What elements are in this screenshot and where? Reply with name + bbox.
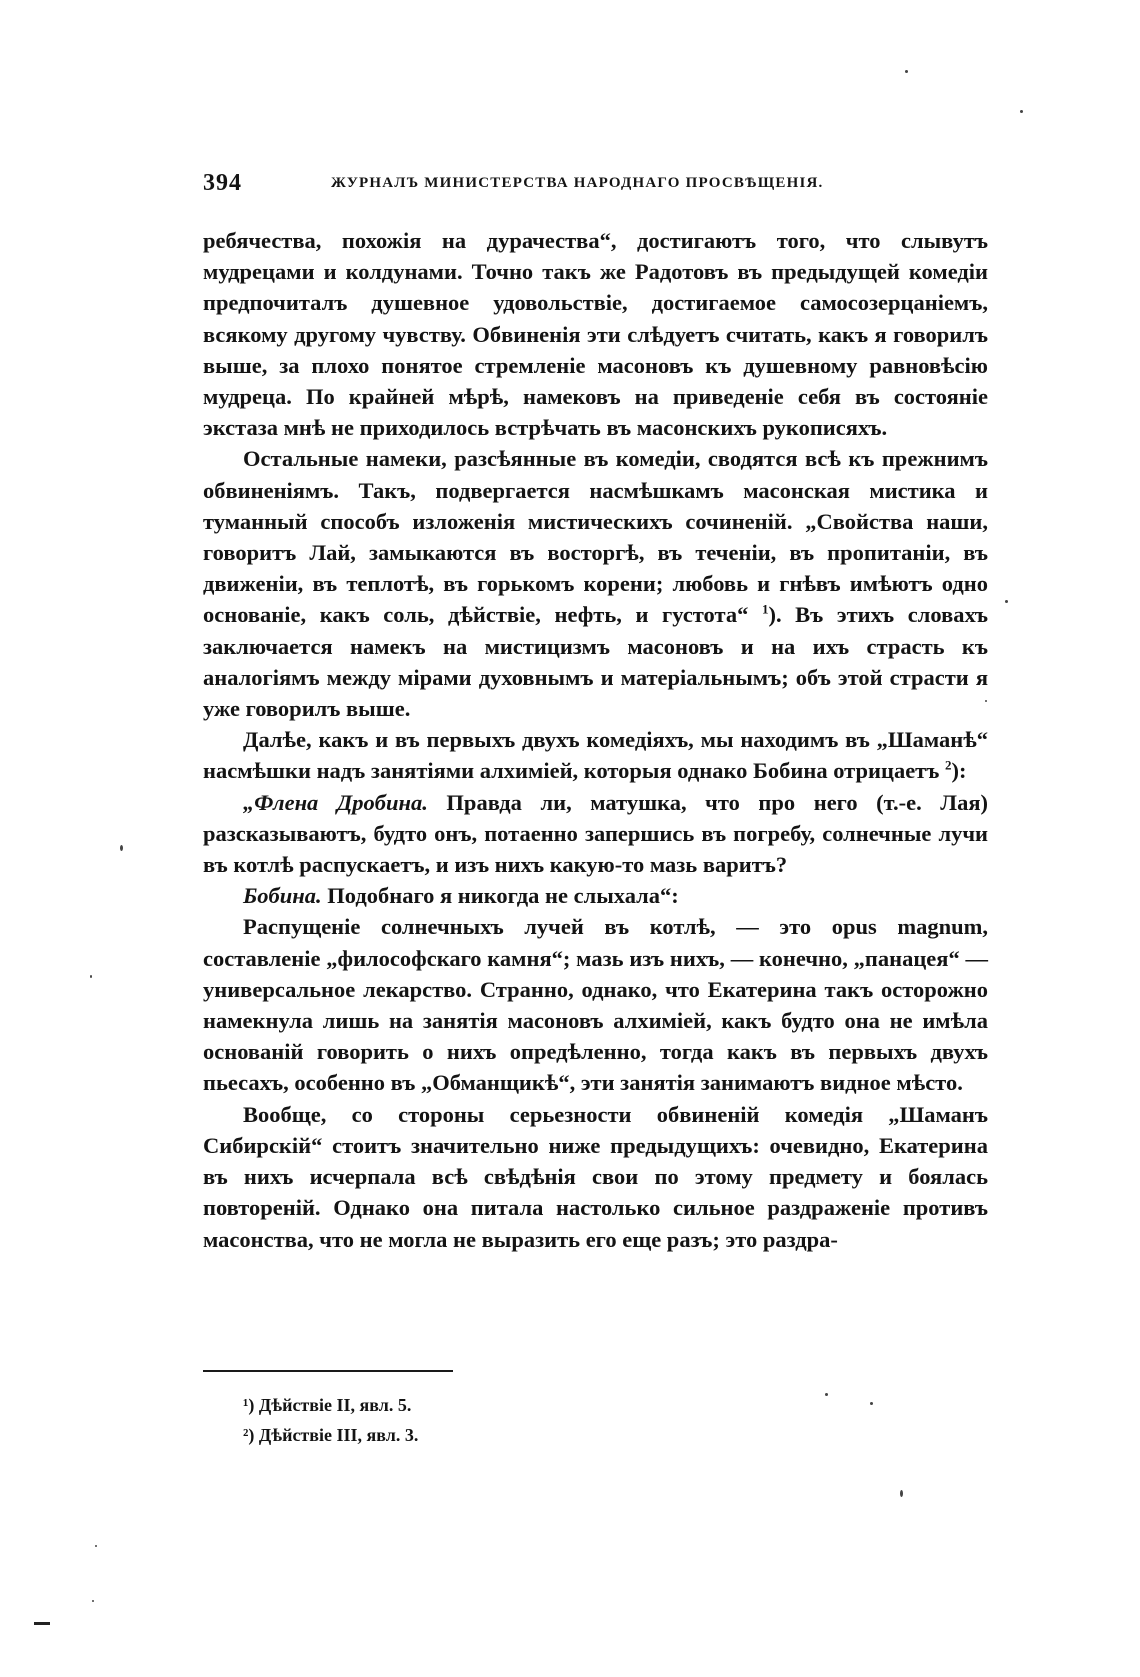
footnote-ref: 1: [761, 601, 769, 617]
footnote-mark: ²): [243, 1425, 255, 1445]
paragraph-1: [203, 225, 988, 443]
speaker-name: „Флена Дробина.: [243, 789, 428, 815]
scan-speck: [870, 1402, 873, 1405]
footnote-ref: 2: [944, 757, 952, 773]
scan-mark: [34, 1622, 50, 1625]
paragraph-text: Далѣе, какъ и въ первыхъ двухъ комедіяхъ, мы находимъ въ „Шаманѣ“ насмѣшки надъ занятіями алхиміей, которыя однако Бобина отрицаетъ: [203, 727, 988, 784]
dialogue-text: Правда ли, матушка, что про него (т.-е. Лая) разсказываютъ, будто онъ, потаенно запершись въ погребу, солнечные лучи въ котлѣ распускаетъ, и изъ нихъ какую-то мазь варитъ?: [203, 789, 988, 878]
scan-speck: [95, 1545, 97, 1547]
footnote-mark: ¹): [243, 1395, 255, 1415]
paragraph-2: [203, 443, 988, 724]
dialogue-line-2: [203, 880, 988, 911]
paragraph-text: Остальные намеки, разсѣянные въ комедіи, сводятся всѣ къ прежнимъ обвиненіямъ. Такъ, подвергается насмѣшкамъ масонская мистика и туманный способъ изложенія мистическихъ сочиненій. „Свойства наши, говоритъ Лай, замыкаются въ восторгѣ, въ теченіи, въ пропитаніи, въ движеніи, въ теплотѣ, въ горькомъ корени; любовь и гнѣвъ имѣютъ одно основаніе, какъ соль, дѣйствіе, нефть, и густота“: [203, 446, 988, 628]
scan-speck: [120, 845, 123, 851]
paragraph-text-cont: ). Въ этихъ словахъ заключается намекъ на мистицизмъ масоновъ и на ихъ страсть къ аналогіямъ между мірами духовнымъ и матеріальнымъ; объ этой страсти я уже говорилъ выше.: [203, 602, 988, 722]
body-text: [203, 225, 988, 1255]
scan-speck: [985, 700, 987, 702]
scan-speck: [825, 1393, 828, 1396]
scan-speck: [92, 1600, 94, 1602]
footnote-1: [243, 1390, 418, 1420]
scan-speck: [1005, 600, 1008, 603]
paragraph-3: [203, 724, 988, 786]
scan-speck: [1020, 110, 1023, 113]
page-header: [203, 170, 983, 200]
paragraph-text: Распущеніе солнечныхъ лучей въ котлѣ, — это opus magnum, составленіе „философскаго камня“; мазь изъ нихъ, — конечно, „панацея“ — универсальное лекарство. Странно, однако, что Екатерина такъ осторожно намекнула лишь на занятія масоновъ алхиміей, какъ будто она не имѣла основаній говорить о нихъ опредѣленно, тогда какъ въ первыхъ двухъ пьесахъ, особенно въ „Обманщикѣ“, эти занятія занимаютъ видное мѣсто.: [203, 914, 988, 1096]
scan-speck: [900, 1490, 903, 1497]
footnotes: [243, 1390, 418, 1450]
paragraph-text: Вообще, со стороны серьезности обвиненій комедія „Шаманъ Сибирскій“ стоитъ значительно ниже предыдущихъ: очевидно, Екатерина въ нихъ исчерпала всѣ свѣдѣнія свои по этому предмету и боялась повтореній. Однако она питала настолько сильное раздраженіе противъ масонства, что не могла не выразить его еще разъ; это раздра-: [203, 1101, 988, 1252]
paragraph-7: [203, 1099, 988, 1255]
scan-speck: [90, 975, 92, 978]
footnote-text: Дѣйствіе II, явл. 5.: [254, 1395, 412, 1415]
running-title: ЖУРНАЛЪ МИНИСТЕРСТВА НАРОДНАГО ПРОСВѢЩЕНІЯ.: [331, 175, 824, 191]
dialogue-text: Подобнаго я никогда не слыхала“:: [321, 883, 679, 909]
paragraph-text: ребячества, похожія на дурачества“, достигаютъ того, что слывутъ мудрецами и колдунами. Точно такъ же Радотовъ въ предыдущей комедіи предпочиталъ душевное удовольствіе, достигаемое самосозерцаніемъ, всякому другому чувству. Обвиненія эти слѣдуетъ считать, какъ я говорилъ выше, за плохо понятое стремленіе масоновъ къ душевному равновѣсію мудреца. По крайней мѣрѣ, намековъ на приведеніе себя въ состояніе экстаза мнѣ не приходилось встрѣчать въ масонскихъ рукописяхъ.: [203, 228, 988, 441]
footnote-2: [243, 1420, 418, 1450]
speaker-name: Бобина.: [243, 883, 322, 909]
footnote-text: Дѣйствіе III, явл. 3.: [254, 1425, 419, 1445]
dialogue-line-1: [203, 787, 988, 881]
scan-speck: [905, 70, 908, 73]
paragraph-6: [203, 911, 988, 1098]
paragraph-text-cont: ):: [951, 758, 967, 784]
page-number: 394: [203, 170, 242, 196]
footnote-divider: [203, 1370, 453, 1372]
